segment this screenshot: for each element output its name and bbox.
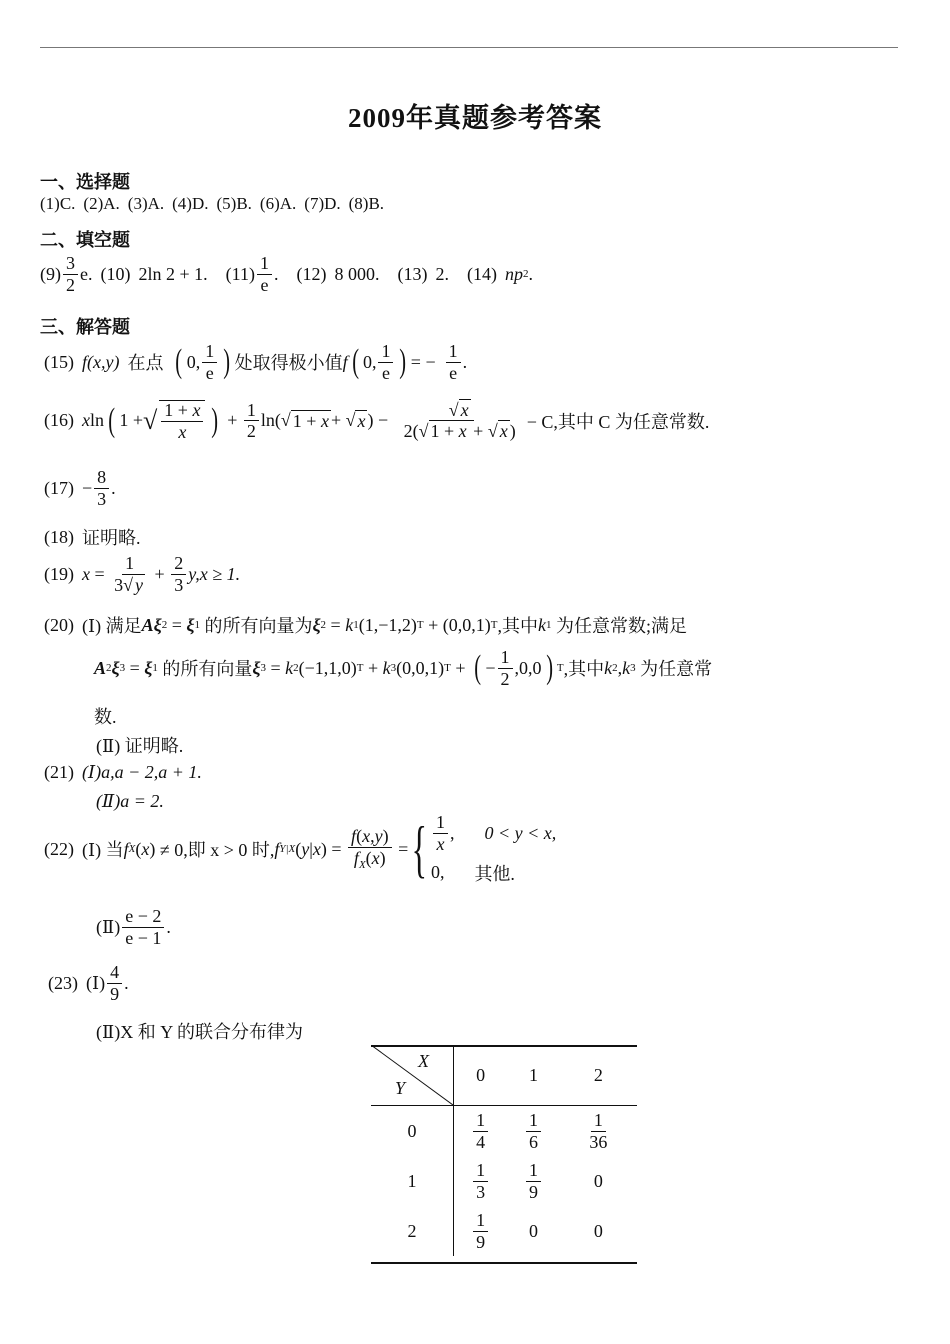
table-row bbox=[371, 1206, 637, 1256]
answer-16: (16) x ln ( 1 + √ $\frac{1 + x}{x}$ ) + $\frac{1}{2}$ ln(√ 1 + x + √ x ) − $\frac{√ x}{2(√ 1 + x + √ x )}$ − C,其中 C 为任意常数. bbox=[44, 399, 710, 442]
table-header-row bbox=[371, 1045, 637, 1106]
choice-item: (4)D. bbox=[172, 194, 209, 213]
answer-21-part2: (Ⅱ)a = 2. bbox=[96, 791, 164, 811]
answer-20-part2: (Ⅱ) 证明略. bbox=[96, 736, 184, 756]
answer-22-part2: (Ⅱ) $\frac{e - 2}{e - 1}$ . bbox=[96, 906, 171, 948]
choice-item: (5)B. bbox=[216, 194, 252, 213]
table-row bbox=[371, 1156, 637, 1206]
col-header: 2 bbox=[560, 1045, 637, 1106]
answer-22: (22) (Ⅰ) 当 f X ( x ) ≠ 0,即 x > 0 时, f Y|X ( y | x ) = $\frac{f(x,y)}{f_X(x)}$ = { $\frac{1}{x}$ , 0 < y < x, 0, 其他. bbox=[44, 812, 557, 885]
answer-20-line2: A 2 ξ 3 = ξ 1 的所有向量 ξ 3 = k 2 (−1,1,0) T + k 3 (0,0,1) T + ( − $\frac{1}{2}$ ,0,0 ) T ,其中 k 2 , k 3 为任意常 bbox=[94, 647, 713, 689]
answer-15: (15) f(x,y) 在点 ( 0, $\frac{1}{e}$ ) 处取得极小值 f ( 0, $\frac{1}{e}$ ) = − $\frac{1}{e}$ . bbox=[44, 341, 468, 383]
table-cell: 0 bbox=[529, 1220, 538, 1241]
table-row bbox=[371, 1106, 637, 1157]
answer-20-line3: 数. bbox=[94, 707, 117, 727]
corner-y-label: Y bbox=[395, 1078, 406, 1098]
corner-x-label: X bbox=[418, 1051, 429, 1071]
col-header: 1 bbox=[507, 1045, 559, 1106]
row-header: 2 bbox=[371, 1206, 454, 1256]
answer-19: (19) x = $\frac{1}{3√ y}$ + $\frac{2}{3}$ y,x ≥ 1. bbox=[44, 553, 241, 595]
choice-item: (3)A. bbox=[127, 194, 165, 213]
table-corner bbox=[371, 1045, 454, 1106]
section-fill: 二、填空题 bbox=[40, 230, 130, 251]
corner-diagonal bbox=[371, 1045, 453, 1105]
header-rule bbox=[40, 47, 898, 48]
table-cell: $\frac{1}{4}$ bbox=[454, 1106, 508, 1157]
answer-23: (23) (Ⅰ) $\frac{4}{9}$ . bbox=[48, 962, 129, 1004]
table-cell: 0 bbox=[593, 1170, 603, 1191]
answer-18: (18) 证明略. bbox=[44, 526, 141, 548]
table-cell: $\frac{1}{3}$ bbox=[454, 1156, 508, 1206]
table-cell: 0 bbox=[593, 1220, 603, 1241]
table-cell: $\frac{1}{9}$ bbox=[454, 1206, 508, 1256]
choice-item: (1)C. bbox=[40, 194, 76, 213]
table-cell: $\frac{1}{9}$ bbox=[507, 1156, 559, 1206]
section-choice: 一、选择题 bbox=[40, 172, 130, 193]
answer-20-line1: (20) (Ⅰ) 满足 Aξ 2 = ξ 1 的所有向量为 ξ 2 = k 1 (1,−1,2) T + (0,0,1) T ,其中 k 1 为任意常数;满足 bbox=[44, 614, 687, 636]
col-header: 0 bbox=[454, 1045, 508, 1106]
section-solve: 三、解答题 bbox=[40, 317, 130, 338]
table-cell: $\frac{1}{36}$ bbox=[589, 1109, 608, 1152]
choice-item: (8)B. bbox=[348, 194, 385, 213]
fill-answers: (9) $\frac{3}{2}$ e. (10) 2ln 2 + 1. (11) $\frac{1}{e}$ . (12) 8 000. (13) 2. (14) np 2 . bbox=[40, 253, 533, 295]
page-title: 2009年真题参考答案 bbox=[348, 103, 602, 133]
answer-21: (21) (Ⅰ)a,a − 2,a + 1. bbox=[44, 762, 202, 782]
choice-item: (2)A. bbox=[83, 194, 120, 213]
choice-item: (7)D. bbox=[304, 194, 341, 213]
table-bottom-rule bbox=[371, 1262, 637, 1264]
choice-answers bbox=[40, 194, 384, 214]
row-header: 0 bbox=[371, 1106, 454, 1157]
table-cell: $\frac{1}{6}$ bbox=[507, 1106, 559, 1157]
row-header: 1 bbox=[371, 1156, 454, 1206]
joint-distribution-table bbox=[371, 1045, 637, 1256]
choice-item: (6)A. bbox=[259, 194, 297, 213]
answer-23-part2: (Ⅱ)X 和 Y 的联合分布律为 bbox=[96, 1022, 304, 1042]
answer-17: (17) − $\frac{8}{3}$ . bbox=[44, 467, 116, 509]
